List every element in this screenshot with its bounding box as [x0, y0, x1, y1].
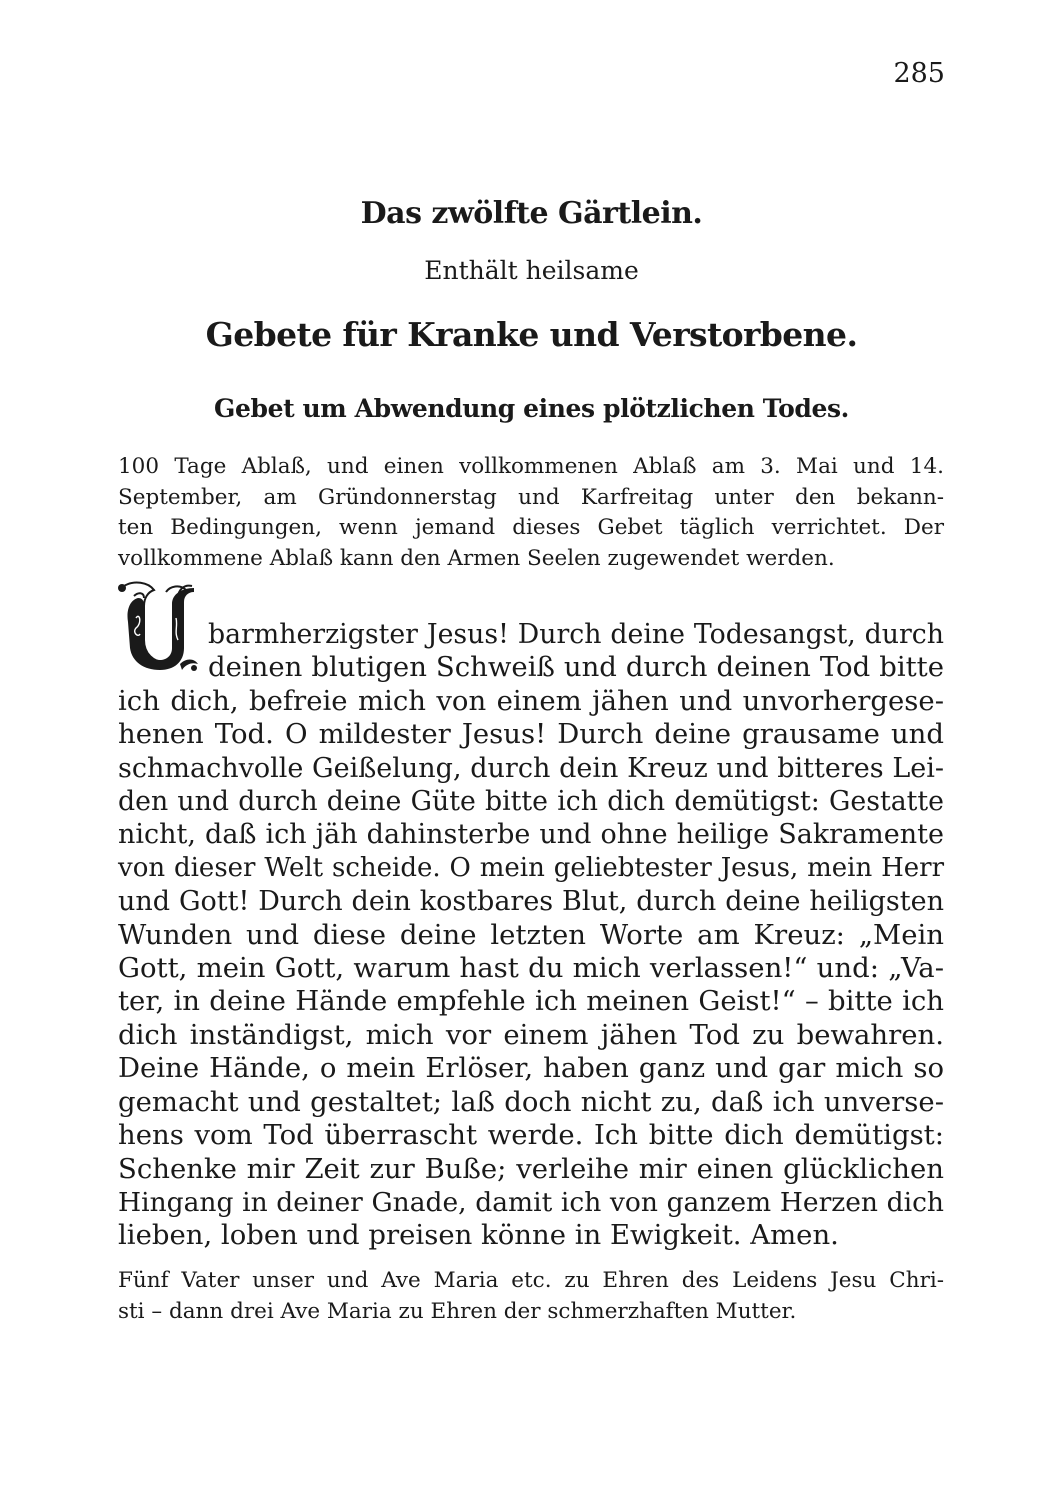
- prayer-line: von dieser Welt scheide. O mein geliebtester Jesus, mein Herr: [118, 852, 944, 883]
- prayer-line: deinen blutigen Schweiß und durch deinen Tod bitte: [208, 651, 944, 684]
- prayer-line: ter, in deine Hände empfehle ich meinen Geist!“ – bitte ich: [118, 985, 944, 1018]
- prayer-line: lieben, loben und preisen könne in Ewigkeit. Amen.: [118, 1219, 839, 1252]
- closing-note: [118, 1266, 944, 1327]
- prayer-line: barmherzigster Jesus! Durch deine Todesangst, durch: [208, 619, 944, 650]
- prayer-line: ich dich, befreie mich von einem jähen und unvorhergese-: [118, 684, 944, 717]
- prayer-title: Gebet um Abwendung eines plötzlichen Todes.: [214, 394, 849, 423]
- indulgence-line: ten Bedingungen, wenn jemand dieses Gebet täglich verrichtet. Der: [118, 515, 944, 540]
- prayer-line: schmachvolle Geißelung, durch dein Kreuz und bitteres Lei-: [118, 752, 944, 784]
- chapter-subtitle: Gebete für Kranke und Verstorbene.: [205, 315, 858, 354]
- closing-line: Fünf Vater unser und Ave Maria etc. zu Ehren des Leidens Jesu Chri-: [118, 1268, 944, 1293]
- prayer-line: gemacht und gestaltet; laß doch nicht zu, daß ich unverse-: [118, 1085, 944, 1118]
- indulgence-note: [118, 452, 944, 574]
- prayer-line: Deine Hände, o mein Erlöser, haben ganz und gar mich so: [118, 1052, 944, 1085]
- prayer-line: nicht, daß ich jäh dahinsterbe und ohne heilige Sakramente: [118, 819, 944, 851]
- prayer-line: hens vom Tod überrascht werde. Ich bitte dich demütigst:: [118, 1119, 944, 1152]
- chapter-title: Das zwölfte Gärtlein.: [360, 196, 703, 231]
- prayer-text: [118, 618, 944, 1253]
- prayer-line: henen Tod. O mildester Jesus! Durch deine grausame und: [118, 718, 944, 751]
- prayer-line: Wunden und diese deine letzten Worte am Kreuz: „Mein: [118, 918, 944, 951]
- prayer-line: den und durch deine Güte bitte ich dich demütigst: Gestatte: [118, 786, 944, 818]
- indulgence-line: vollkommene Ablaß kann den Armen Seelen zugewendet werden.: [118, 545, 835, 571]
- chapter-intro: Enthält heilsame: [424, 256, 639, 285]
- page-number: 285: [893, 58, 945, 89]
- prayer-line: Hingang in deiner Gnade, damit ich von ganzem Herzen dich: [118, 1186, 944, 1218]
- prayer-line: Schenke mir Zeit zur Buße; verleihe mir einen glücklichen: [118, 1152, 944, 1185]
- closing-line: sti – dann drei Ave Maria zu Ehren der schmerzhaften Mutter.: [118, 1298, 797, 1324]
- indulgence-line: September, am Gründonnerstag und Karfreitag unter den bekann-: [118, 484, 944, 510]
- prayer-line: Gott, mein Gott, warum hast du mich verlassen!“ und: „Va-: [118, 952, 944, 985]
- prayer-line: und Gott! Durch dein kostbares Blut, durch deine heiligsten: [118, 886, 944, 918]
- indulgence-line: 100 Tage Ablaß, und einen vollkommenen Ablaß am 3. Mai und 14.: [118, 454, 944, 479]
- prayer-line: dich inständigst, mich vor einem jähen Tod zu bewahren.: [118, 1018, 944, 1051]
